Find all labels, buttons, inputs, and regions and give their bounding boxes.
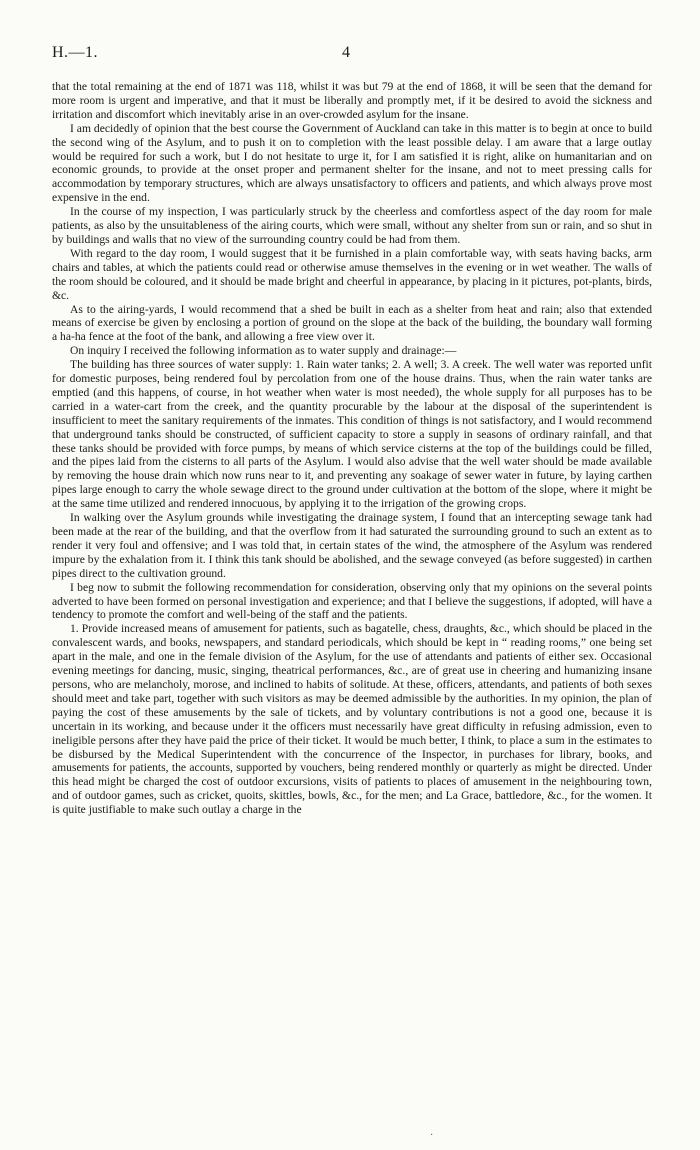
paragraph: that the total remaining at the end of 1871 was 118, whilst it was but 79 at the end of 1868, it will be seen that the demand for more room is urgent and imperative, and that it must be liberally and promptly met, if it be desired to avoid the sickness and irritation and discomfort which inevitably arise in an over-crowded asylum for the insane. [52,80,652,121]
paragraph: In the course of my inspection, I was particularly struck by the cheerless and comfortless aspect of the day room for male patients, as also by the unsuitableness of the airing courts, which were small, without any shelter from sun or rain, and so shut in by buildings and walls that no view of the surrounding country could be had from them. [52,205,652,246]
paragraph: As to the airing-yards, I would recommend that a shed be built in each as a shelter from heat and rain; also that extended means of exercise be given by enclosing a portion of ground on the slope at the back of the building, the boundary wall forming a ha-ha fence at the foot of the bank, and allowing a free view over it. [52,302,652,344]
paragraph: I beg now to submit the following recommendation for consideration, observing only that my opinions on the several points adverted to have been formed on personal investigation and experience; and that I believe the suggestions, if adopted, will have a tendency to promote the comfort and well-being of the staff and the patients. [52,580,652,622]
page-number: 4 [342,44,350,61]
body-text [52,80,652,817]
document-reference: H.—1. [52,44,99,61]
page-header [52,44,652,68]
paragraph: On inquiry I received the following information as to water supply and drainage:— [70,344,457,358]
paragraph: I am decidedly of opinion that the best course the Government of Auckland can take in this matter is to begin at once to build the second wing of the Asylum, and to push it on to completion with the least possible delay. I am aware that a large outlay would be required for such a work, but I do not hesitate to urge it, for I am satisfied it is right, alike on humanitarian and on economic grounds, to provide at the onset proper and permanent shelter for the insane, and not to meet pressing calls for accommodation by temporary structures, which are always unsatisfactory to officers and patients, and which always prove most expensive in the end. [52,121,652,205]
paragraph: With regard to the day room, I would suggest that it be furnished in a plain comfortable way, with seats having backs, arm chairs and tables, at which the patients could read or otherwise amuse themselves in the evening or in wet weather. The walls of the room should be coloured, and it should be made bright and cheerful in appearance, by placing in it pictures, pot-plants, birds, &c. [52,246,652,302]
paragraph: 1. Provide increased means of amusement for patients, such as bagatelle, chess, draughts, &c., which should be placed in the convalescent wards, and books, newspapers, and standard periodicals, which should be kept in “ reading rooms,” one being set apart in the male, and one in the female division of the Asylum, for the use of attendants and patients of either sex. Occasional evening meetings for dancing, music, singing, theatrical performances, &c., are of great use in cheering and humanizing insane persons, who are melancholy, morose, and inclined to habits of solitude. At these, officers, attendants, and patients of both sexes should meet and take part, together with such visitors as may be deemed admissible by the authorities. In my opinion, the plan of paying the cost of these amusements by the sale of tickets, and by voluntary contributions is not a good one, because it is uncertain in its working, and because under it the officers must necessarily have great difficulty in refusing admission, even to ineligible persons after they have paid the price of their ticket. It would be much better, I think, to place a sum in the estimates to be disbursed by the Medical Superintendent with the concurrence of the Inspector, in purchases for library, books, and amusements for patients, the accounts, supported by vouchers, being rendered monthly or quarterly as might be directed. Under this head might be charged the cost of outdoor excursions, visits of patients to places of amusement in the neighbouring town, and of outdoor games, such as cricket, quoits, skittles, bowls, &c., for the men; and La Grace, battledore, &c., for the women. It is quite justifiable to make such outlay a charge in the [52,622,652,817]
paragraph: In walking over the Asylum grounds while investigating the drainage system, I found that an intercepting sewage tank had been made at the rear of the building, and that the overflow from it had saturated the surrounding ground to such an extent as to render it very foul and offensive; and I was told that, in certain states of the wind, the atmosphere of the Asylum was rendered impure by the exhalation from it. I think this tank should be abolished, and the sewage conveyed (as before suggested) in carthen pipes direct to the cultivation ground. [52,511,652,580]
paragraph: The building has three sources of water supply: 1. Rain water tanks; 2. A well; 3. A creek. The well water was reported unfit for domestic purposes, being rendered foul by percolation from one of the house drains. Thus, when the rain water tanks are emptied (and this happens, of course, in hot weather when water is most needed), the whole supply for all purposes has to be carried in a water-cart from the creek, and the quantity procurable by the labour at the disposal of the superintendent is insufficient to meet the sanitary requirements of the inmates. This condition of things is not satisfactory, and I would recommend that underground tanks should be constructed, of sufficient capacity to store a supply in seasons of ordinary rainfall, and that these tanks should be provided with force pumps, by means of which service cisterns at the top of the buildings could be filled, and the pipes laid from the cisterns to all parts of the Asylum. I would also advise that the well water should be made available by removing the house drain which now runs near to it, and preventing any soakage of sewer water in future, by laying carthen pipes large enough to carry the whole sewage direct to the ground under cultivation at the bottom of the slope, where it might be at the same time utilized and rendered innocuous, by applying it to the irrigation of the growing crops. [52,358,652,511]
footer-dot: · [430,1130,434,1141]
